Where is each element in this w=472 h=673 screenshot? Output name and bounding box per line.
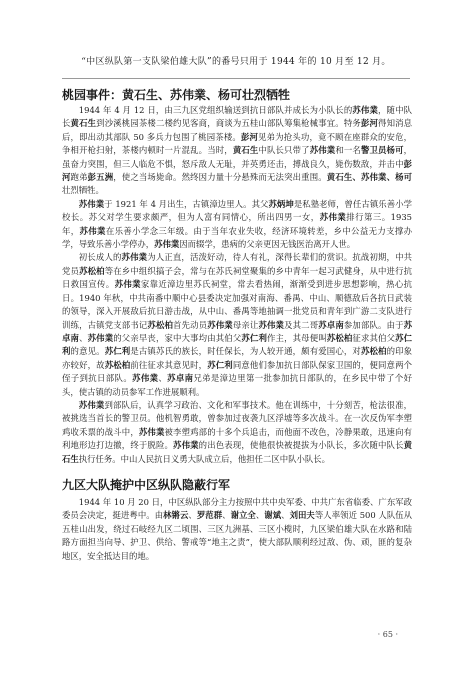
page-number: · 65 · [377, 630, 398, 639]
paragraph: 1944 年 4 月 12 日，由三九区党组织输送到抗日部队并成长为小队长的苏伟業，随中队长黄石生到沙溪桃园茶楼二楼约见客商，商谈为五桂山部队筹集枪械事宜。特务彭河得知消息后，即出动其部队 50 多兵力包围了桃园茶楼。彭河见弟为抢头功，竟不顾在座群众的安危，争相开枪扫射，茶楼内顿时一片混乱。当时，黄石生中队长只带了苏伟業和一名警卫员杨可，虽奋力突围，但三人临危不惧，怒斥敌人无耻，并英勇还击，搏战良久，毙伤数敌，并击中彭河跑弟彭五洲，使之当场毙命。然终因力量十分悬殊而无法突出重围。黄石生、苏伟業、杨可壮烈牺牲。 [62, 105, 413, 196]
section-body-taoyuan-incident [62, 104, 412, 466]
paragraph: 苏伟業到部队后，认真学习政治、文化和军事技术。他在训练中，十分刻苦，枪法很准，被挑选当首长的警卫员。他机智勇敢，曾参加过夜袭九区浮墟等多次战斗。在一次反伪军李塑鸡收禾票的战斗中，苏伟業被李塑鸡部的十多个兵追击，而他面不改色，冷静果敢，迅速向有利地形边打边撤，终于脱险。苏伟業的出色表现，使他很快被提拔为小队长，多次随中队长黄石生执行任务。中山人民抗日义勇大队成立后，他担任二区中队小队长。 [62, 399, 413, 464]
paragraph: 苏伟業于 1921 年 4 月出生，古镇漳边里人。其父苏炳坤是私塾老师，曾任古镇乐善小学校长。苏父对学生要求颇严，但为人富有同情心，所出四男一女，苏伟業排行第三。1935 年，苏伟業在乐善小学念三年级。由于当年农业失收，经济环境转差，乡中公益无力支撑办学，导致乐善小学停办，苏伟業因而辍学，患病的父亲更因无钱医治离开人世。 [62, 198, 413, 250]
divider-line [62, 78, 410, 79]
section-body-ninth-district-brigade [62, 496, 412, 563]
section-heading-taoyuan-incident: 桃园事件：黄石生、苏伟業、杨可壮烈牺牲 [62, 88, 291, 102]
paragraph: 初长成人的苏伟業为人正直，活泼好动，待人有礼，深得长辈们的赏识。抗战初期，中共党员苏松柏等在乡中组织搞子会，常与在苏氏祠堂聚集的乡中青年一起习武健身，从中进行抗日救国宣传。苏伟業家靠近漳边里苏氏祠堂，常去看热闹，渐渐受到进步思想影响，热心抗日。1940 年秋，中共南番中顺中心县委决定加强对南海、番禺、中山、顺德敌后各抗日武装的领导，深入开展敌后抗日游击战，从中山、番禺等地抽调一批党员和青年到广游二支队进行训练，古镇党支部书记苏松柏首先动员苏伟業母亲让苏伟業及其二哥苏卓南参加部队。由于苏卓南、苏伟業的父亲早丧，家中大事均由其伯父苏仁利作主，其母便叫苏松柏征求其伯父苏仁利的意见。苏仁利是古镇苏氏的族长，时任保长，为人较开通，颇有爱国心，对苏松柏的印象亦较好，故苏松柏前往征求其意见时，苏仁利同意他们参加抗日部队保家卫国的，便同意两个侄子到抗日部队。苏伟業、苏卓南兄弟是漳边里第一批参加抗日部队的，在乡民中带了个好头，使古镇的动员参军工作进展顺利。 [62, 252, 413, 397]
section-heading-ninth-district-brigade: 九区大队掩护中区纵队隐蔽行军 [62, 478, 231, 492]
footnote-text: “中区纵队第一支队梁伯雄大队”的番号只用于 1944 年的 10 月至 12 月。 [81, 57, 391, 67]
paragraph: 1944 年 10 月 20 日，中区纵队部分主力按照中共中央军委、中共广东省临委、广东军政委员会决定，挺进粤中。由林锵云、罗范群、谢立全、谢斌、刘田夫等人率领近 500 人队伍从五桂山出发，绕过石岐经九区二顷围、三区九洲基、三区小榄时，九区梁伯雄大队在水路和陆路方面担当向导、护卫、供给、警戒等“地主之责”，使大部队顺利经过敌、伪、顽，匪的复杂地区，安全抵达目的地。 [62, 497, 413, 561]
